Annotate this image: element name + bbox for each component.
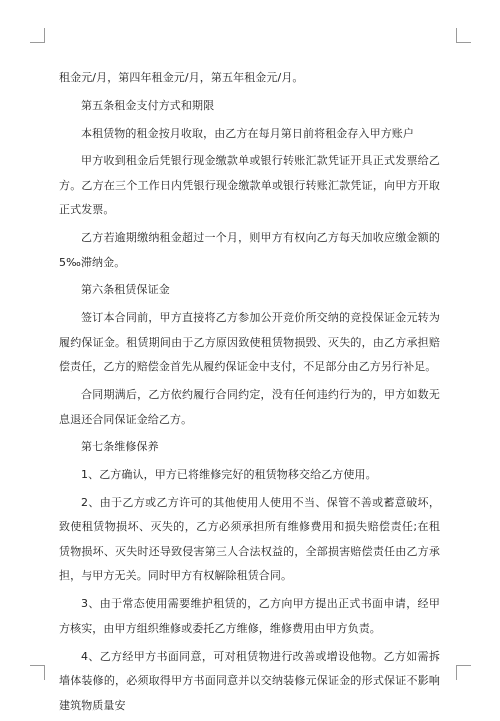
- crop-mark-top-right: [456, 28, 471, 43]
- paragraph-invoice: 甲方收到租金后凭银行现金缴款单或银行转账汇款凭证开具正式发票给乙方。乙方在三个工作日内凭银行现金缴款单或银行转账汇款凭证，向甲方开取正式发票。: [59, 154, 440, 217]
- heading-article-6: 第六条租赁保证金: [81, 283, 170, 297]
- paragraph-deposit-refund: 合同期满后，乙方依约履行合同约定，没有任何违约行为的，甲方如数无息退还合同保证金给乙方。: [59, 388, 440, 426]
- paragraph-maintenance-2: 2、由于乙方或乙方许可的其他使用人使用不当、保管不善或蓄意破坏，致使租赁物损坏、灭失的，乙方必须承担所有维修费用和损失赔偿责任;在租赁物损坏、灭失时还导致侵害第三人合法权益的，全部损害赔偿责任由乙方承担，与甲方无关。同时甲方有权解除租赁合同。: [59, 495, 440, 583]
- paragraph-maintenance-3: 3、由于常态使用需要维护租赁的，乙方向甲方提出正式书面申请，经甲方核实，由甲方组织维修或委托乙方维修，维修费用由甲方负责。: [59, 597, 440, 635]
- paragraph-monthly-payment: 本租赁物的租金按月收取，由乙方在每月第日前将租金存入甲方账户: [81, 126, 414, 140]
- paragraph-rent-years: 租金元/月，第四年租金元/月，第五年租金元/月。: [59, 71, 304, 84]
- document-body: [59, 66, 440, 721]
- paragraph-late-fee: 乙方若逾期缴纳租金超过一个月，则甲方有权向乙方每天加收应缴金额的5‰滞纳金。: [59, 231, 440, 269]
- crop-mark-top-left: [30, 28, 45, 43]
- heading-article-7: 第七条维修保养: [81, 440, 159, 454]
- paragraph-maintenance-4: 4、乙方经甲方书面同意，可对租赁物进行改善或增设他物。乙方如需拆墙体装修的，必须取得甲方书面同意并以交纳装修元保证金的形式保证不影响建筑物质量安: [59, 649, 440, 712]
- crop-mark-bottom-left: [30, 665, 45, 680]
- paragraph-maintenance-1: 1、乙方确认，甲方已将维修完好的租赁物移交给乙方使用。: [81, 468, 377, 482]
- crop-mark-bottom-right: [456, 665, 471, 680]
- paragraph-deposit: 签订本合同前，甲方直接将乙方参加公开竞价所交纳的竞投保证金元转为履约保证金。租赁期间由于乙方原因致使租赁物损毁、灭失的，由乙方承担赔偿责任，乙方的赔偿金首先从履约保证金中支付，不足部分由乙方另行补足。: [59, 311, 440, 374]
- heading-article-5: 第五条租金支付方式和期限: [81, 98, 215, 112]
